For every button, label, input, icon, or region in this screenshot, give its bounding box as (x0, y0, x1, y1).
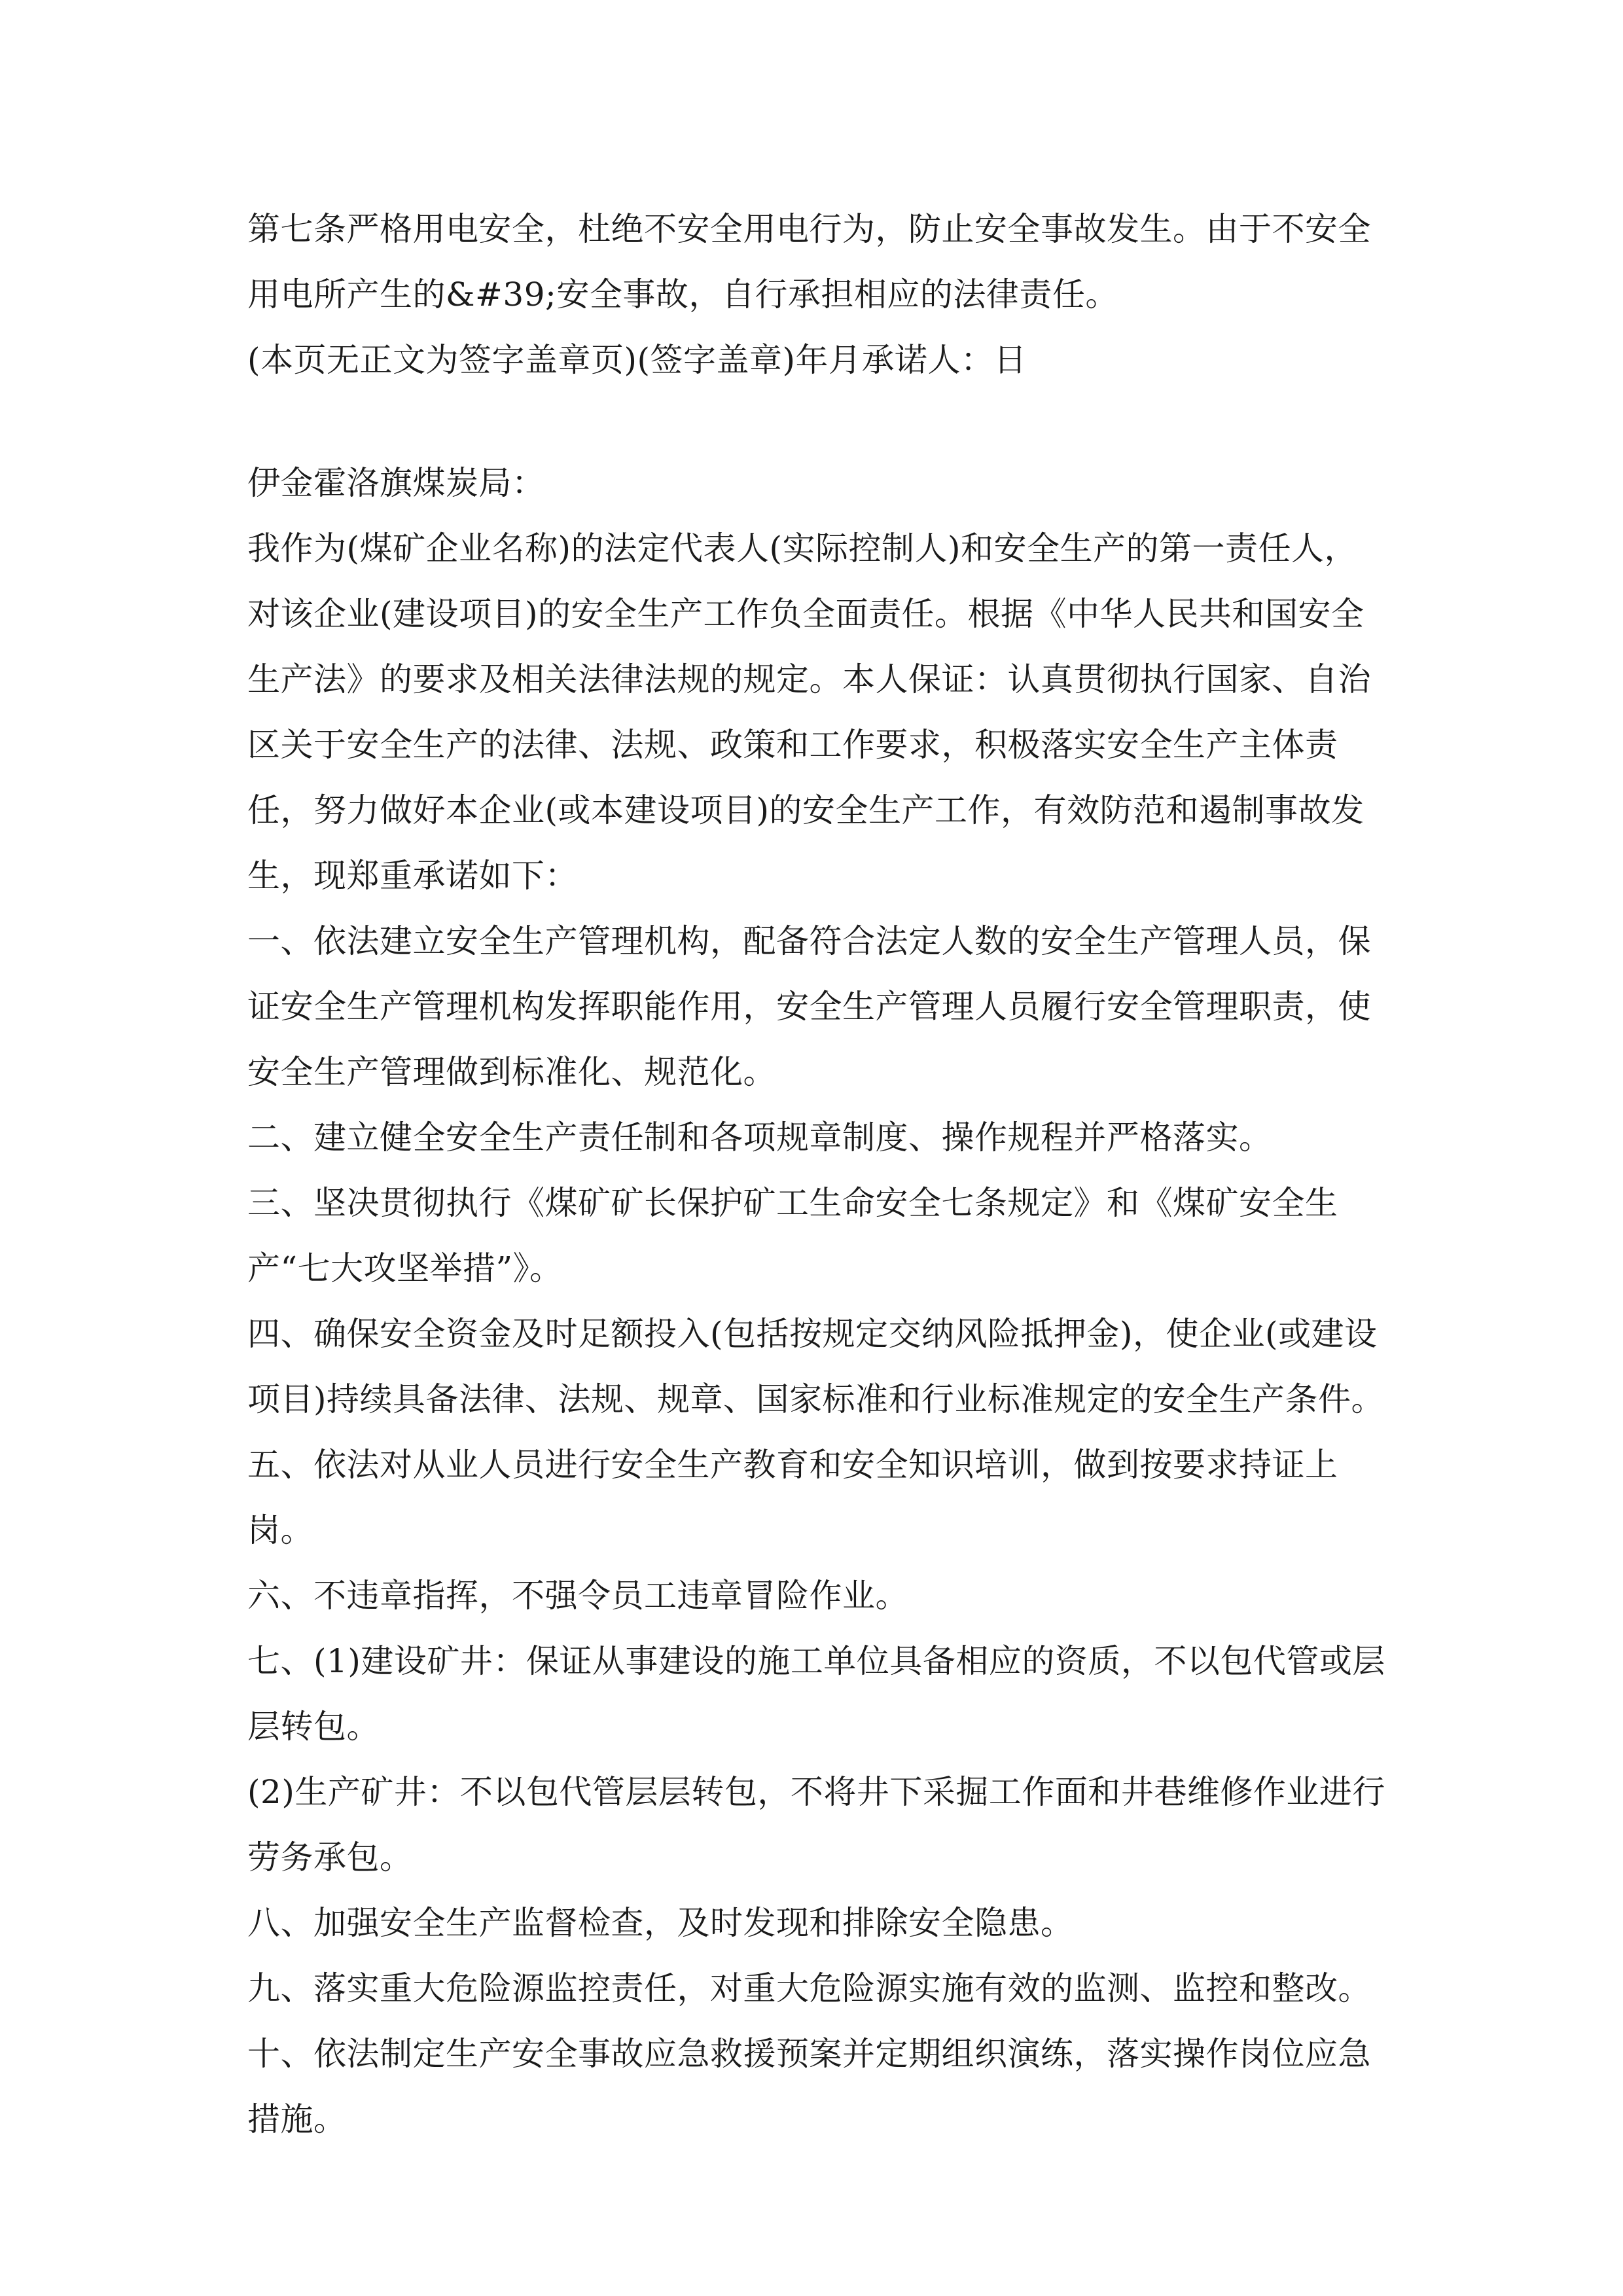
commitment-item-6: 六、不违章指挥，不强令员工违章冒险作业。 (247, 1577, 908, 1615)
paragraph-article-7: 第七条严格用电安全，杜绝不安全用电行为，防止安全事故发生。由于不安全用电所产生的&#39;安全事故，自行承担相应的法律责任。 (247, 210, 1371, 314)
commitment-item-4: 四、确保安全资金及时足额投入(包括按规定交纳风险抵押金)，使企业(或建设项目)持续具备法律、法规、规章、国家标准和行业标准规定的安全生产条件。 (247, 1315, 1385, 1418)
commitment-item-10: 十、依法制定生产安全事故应急救援预案并定期组织演练，落实操作岗位应急措施。 (247, 2035, 1371, 2138)
commitment-item-7-2: (2)生产矿井：不以包代管层层转包，不将井下采掘工作面和井巷维修作业进行劳务承包。 (247, 1773, 1385, 1876)
paragraph-intro: 我作为(煤矿企业名称)的法定代表人(实际控制人)和安全生产的第一责任人，对该企业(建设项目)的安全生产工作负全面责任。根据《中华人民共和国安全生产法》的要求及相关法律法规的规定。本人保证：认真贯彻执行国家、自治区关于安全生产的法律、法规、政策和工作要求，积极落实安全生产主体责任，努力做好本企业(或本建设项目)的安全生产工作，有效防范和遏制事故发生，现郑重承诺如下： (247, 529, 1371, 895)
addressee: 伊金霍洛旗煤炭局： (247, 464, 545, 502)
commitment-item-1: 一、依法建立安全生产管理机构，配备符合法定人数的安全生产管理人员，保证安全生产管理机构发挥职能作用，安全生产管理人员履行安全管理职责，使安全生产管理做到标准化、规范化。 (247, 922, 1371, 1091)
commitment-item-8: 八、加强安全生产监督检查，及时发现和排除安全隐患。 (247, 1904, 1074, 1942)
commitment-item-9: 九、落实重大危险源监控责任，对重大危险源实施有效的监测、监控和整改。 (247, 1969, 1371, 2007)
section-safety-commitment (247, 450, 1389, 2152)
commitment-item-7-1: 七、(1)建设矿井：保证从事建设的施工单位具备相应的资质，不以包代管或层层转包。 (247, 1642, 1385, 1746)
commitment-item-3: 三、坚决贯彻执行《煤矿矿长保护矿工生命安全七条规定》和《煤矿安全生产“七大攻坚举措”》。 (247, 1184, 1338, 1287)
commitment-item-5: 五、依法对从业人员进行安全生产教育和安全知识培训，做到按要求持证上岗。 (247, 1446, 1338, 1549)
signature-line: (本页无正文为签字盖章页)(签字盖章)年月承诺人：日 (247, 341, 1027, 379)
commitment-item-2: 二、建立健全安全生产责任制和各项规章制度、操作规程并严格落实。 (247, 1119, 1272, 1157)
section-electrical-safety (247, 196, 1389, 393)
